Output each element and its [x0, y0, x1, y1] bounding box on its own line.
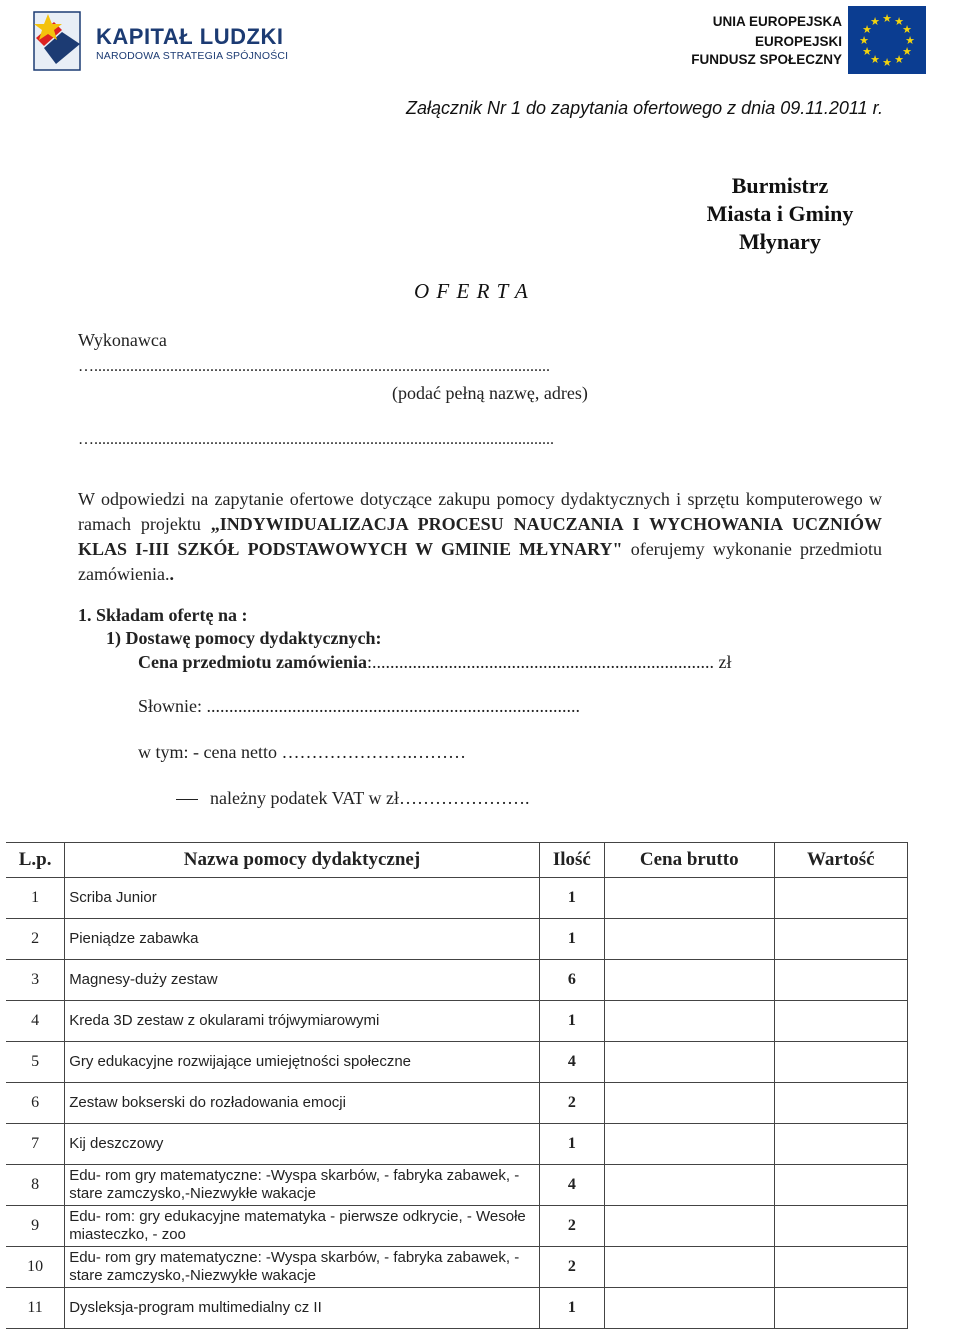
- offer-point-1: 1. Składam ofertę na :: [78, 605, 248, 625]
- table-header-row: [6, 843, 908, 878]
- row-price-cell[interactable]: [604, 1206, 774, 1247]
- row-value-cell[interactable]: [774, 1206, 907, 1247]
- row-qty: 1: [539, 919, 604, 960]
- col-value: Wartość: [774, 843, 907, 878]
- logo-right-line3: FUNDUSZ SPOŁECZNY: [691, 52, 842, 67]
- vat-text: należny podatek VAT w zł………………….: [210, 788, 530, 808]
- row-lp: 10: [6, 1247, 65, 1288]
- row-name: Edu- rom gry matematyczne: -Wyspa skarbów, - fabryka zabawek, - stare zamczysko,-Niezwykłe wakacje: [65, 1247, 540, 1288]
- row-lp: 4: [6, 1001, 65, 1042]
- svg-text:★: ★: [870, 53, 880, 66]
- row-qty: 2: [539, 1083, 604, 1124]
- net-price: w tym: - cena netto ………………….………: [138, 742, 466, 762]
- row-price-cell[interactable]: [604, 1288, 774, 1329]
- row-lp: 8: [6, 1165, 65, 1206]
- row-lp: 5: [6, 1042, 65, 1083]
- table-row: [6, 1124, 908, 1165]
- row-price-cell[interactable]: [604, 960, 774, 1001]
- svg-text:★: ★: [870, 15, 880, 28]
- row-name: Dysleksja-program multimedialny cz II: [65, 1288, 540, 1329]
- row-value-cell[interactable]: [774, 1083, 907, 1124]
- contractor-hint: (podać pełną nazwę, adres): [392, 383, 588, 403]
- addressee-line2: Miasta i Gminy: [706, 201, 854, 226]
- annex-note: Załącznik Nr 1 do zapytania ofertowego z dnia 09.11.2011 r.: [406, 98, 883, 118]
- svg-text:★: ★: [902, 45, 912, 58]
- svg-text:★: ★: [882, 12, 892, 25]
- row-lp: 2: [6, 919, 65, 960]
- svg-text:★: ★: [882, 56, 892, 69]
- row-qty: 1: [539, 1288, 604, 1329]
- row-name: Edu- rom gry matematyczne: -Wyspa skarbów, - fabryka zabawek, - stare zamczysko,-Niezwykłe wakacje: [65, 1165, 540, 1206]
- row-qty: 6: [539, 960, 604, 1001]
- row-name: Gry edukacyjne rozwijające umiejętności społeczne: [65, 1042, 540, 1083]
- row-price-cell[interactable]: [604, 1083, 774, 1124]
- kapital-ludzki-icon: [24, 4, 94, 74]
- table-row: [6, 960, 908, 1001]
- row-value-cell[interactable]: [774, 960, 907, 1001]
- row-lp: 1: [6, 878, 65, 919]
- col-name: Nazwa pomocy dydaktycznej: [65, 843, 540, 878]
- table-row: [6, 1042, 908, 1083]
- row-name: Kij deszczowy: [65, 1124, 540, 1165]
- row-qty: 2: [539, 1247, 604, 1288]
- table-row: [6, 878, 908, 919]
- offer-sub-1: 1) Dostawę pomocy dydaktycznych:: [106, 628, 382, 648]
- row-price-cell[interactable]: [604, 1124, 774, 1165]
- contractor-name-field: …..................................................................................................................: [78, 358, 550, 375]
- row-value-cell[interactable]: [774, 1001, 907, 1042]
- svg-text:★: ★: [902, 23, 912, 36]
- row-qty: 4: [539, 1165, 604, 1206]
- row-value-cell[interactable]: [774, 919, 907, 960]
- row-lp: 6: [6, 1083, 65, 1124]
- logo-right-line1: UNIA EUROPEJSKA: [712, 14, 842, 29]
- row-name: Edu- rom: gry edukacyjne matematyka - pierwsze odkrycie, - Wesołe miasteczko, - zoo: [65, 1206, 540, 1247]
- kapital-ludzki-logo: [24, 4, 289, 74]
- addressee-line3: Młynary: [739, 229, 821, 254]
- row-price-cell[interactable]: [604, 1247, 774, 1288]
- row-value-cell[interactable]: [774, 1165, 907, 1206]
- table-row: [6, 1165, 908, 1206]
- vat-line: [176, 788, 529, 809]
- row-price-cell[interactable]: [604, 1001, 774, 1042]
- row-price-cell[interactable]: [604, 1165, 774, 1206]
- table-row: [6, 1288, 908, 1329]
- row-lp: 11: [6, 1288, 65, 1329]
- row-qty: 4: [539, 1042, 604, 1083]
- eu-flag-icon: [848, 6, 926, 74]
- col-price: Cena brutto: [604, 843, 774, 878]
- row-qty: 1: [539, 1124, 604, 1165]
- svg-text:★: ★: [859, 34, 869, 47]
- row-value-cell[interactable]: [774, 1247, 907, 1288]
- row-name: Magnesy-duży zestaw: [65, 960, 540, 1001]
- col-qty: Ilość: [539, 843, 604, 878]
- row-price-cell[interactable]: [604, 878, 774, 919]
- svg-text:★: ★: [905, 34, 915, 47]
- items-table: [6, 842, 908, 1329]
- addressee: [690, 172, 870, 256]
- row-price-cell[interactable]: [604, 919, 774, 960]
- svg-text:★: ★: [894, 53, 904, 66]
- logo-left-title: KAPITAŁ LUDZKI: [96, 24, 284, 49]
- row-name: Pieniądze zabawka: [65, 919, 540, 960]
- row-lp: 3: [6, 960, 65, 1001]
- row-lp: 7: [6, 1124, 65, 1165]
- row-value-cell[interactable]: [774, 878, 907, 919]
- col-lp: L.p.: [6, 843, 65, 878]
- row-value-cell[interactable]: [774, 1124, 907, 1165]
- table-row: [6, 1001, 908, 1042]
- svg-text:★: ★: [862, 23, 872, 36]
- table-row: [6, 1083, 908, 1124]
- project-name: „INDYWIDUALIZACJA PROCESU NAUCZANIA I WYCHOWANIA UCZNIÓW KLAS I-III SZKÓŁ PODSTAWOWYCH W GMINIE MŁYNARY": [78, 514, 882, 559]
- row-qty: 1: [539, 1001, 604, 1042]
- price-words: Słownie: ...................................................................................: [138, 696, 581, 716]
- row-qty: 1: [539, 878, 604, 919]
- price-field: :............................................................................ zł: [366, 652, 732, 672]
- addressee-line1: Burmistrz: [731, 173, 829, 198]
- svg-text:★: ★: [894, 15, 904, 28]
- intro-part2: oferujemy wykonanie przedmiotu zamówienia.: [78, 539, 882, 584]
- document-title: O F E R T A: [414, 279, 529, 303]
- contractor-label: Wykonawca: [78, 330, 167, 350]
- logo-left-subtitle: NARODOWA STRATEGIA SPÓJNOŚCI: [96, 50, 289, 62]
- svg-text:★: ★: [862, 45, 872, 58]
- contractor-address-field: …...................................................................................................................: [78, 431, 554, 448]
- table-row: [6, 1206, 908, 1247]
- eu-efs-logo: [690, 6, 930, 76]
- row-name: Scriba Junior: [65, 878, 540, 919]
- row-price-cell[interactable]: [604, 1042, 774, 1083]
- intro-paragraph: W odpowiedzi na zapytanie ofertowe dotyczące zakupu pomocy dydaktycznych i sprzętu komputerowego w ramach projektu „INDYWIDUALIZACJA PROCESU NAUCZANIA I WYCHOWANIA UCZNIÓW KLAS I-III SZKÓŁ PODSTAWOWYCH W GMINIE MŁYNARY" oferujemy wykonanie przedmiotu zamówienia..: [78, 489, 882, 584]
- row-name: Zestaw bokserski do rozładowania emocji: [65, 1083, 540, 1124]
- row-lp: 9: [6, 1206, 65, 1247]
- row-value-cell[interactable]: [774, 1288, 907, 1329]
- logo-right-line2: EUROPEJSKI: [754, 34, 842, 49]
- intro-part1: W odpowiedzi na zapytanie ofertowe dotyczące zakupu pomocy dydaktycznych i sprzętu komputerowego w ramach projektu: [78, 489, 882, 534]
- row-value-cell[interactable]: [774, 1042, 907, 1083]
- table-row: [6, 1247, 908, 1288]
- row-name: Kreda 3D zestaw z okularami trójwymiarowymi: [65, 1001, 540, 1042]
- dash-bullet: [176, 799, 198, 800]
- price-line: [138, 652, 731, 673]
- row-qty: 2: [539, 1206, 604, 1247]
- table-row: [6, 919, 908, 960]
- price-label: Cena przedmiotu zamówienia: [138, 652, 367, 672]
